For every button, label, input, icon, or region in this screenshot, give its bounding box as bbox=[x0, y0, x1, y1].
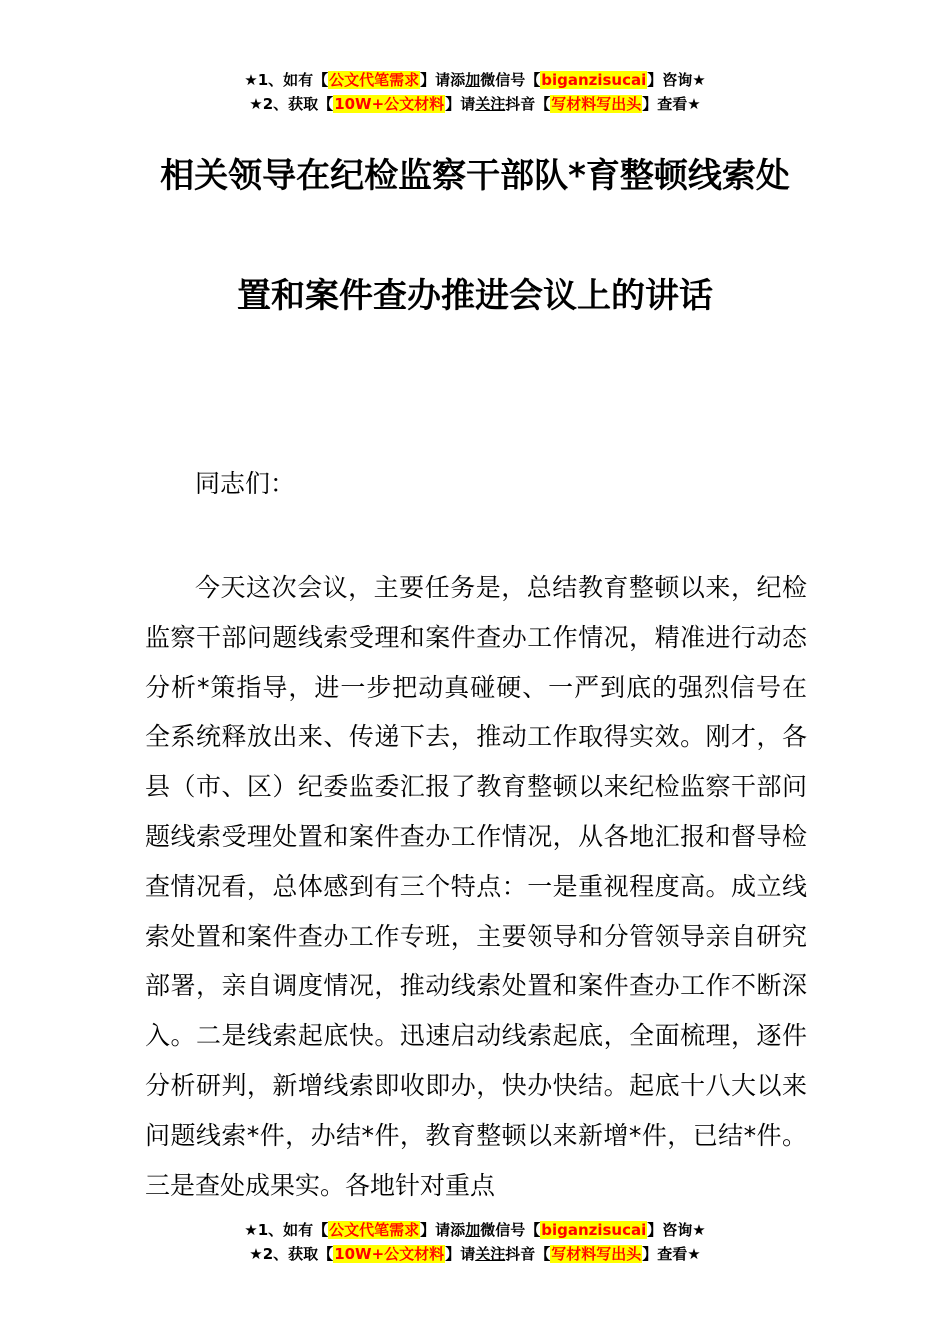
banner-text: 抖音【 bbox=[505, 1245, 551, 1263]
banner-text: 】请 bbox=[445, 95, 476, 113]
banner-text: 】查看★ bbox=[642, 1245, 701, 1263]
banner-text: ★1、如有【 bbox=[244, 71, 329, 89]
banner-text: ★1、如有【 bbox=[244, 1221, 329, 1239]
banner-text: 】查看★ bbox=[642, 95, 701, 113]
banner-text: 】请 bbox=[445, 1245, 476, 1263]
banner-highlight: 10W+公文材料 bbox=[334, 1245, 445, 1263]
banner-highlight: 公文代笔需求 bbox=[329, 71, 420, 89]
banner-text: 微信号【 bbox=[480, 1221, 541, 1239]
banner-text: 】咨询★ bbox=[647, 71, 706, 89]
document-title-line-1: 相关领导在纪检监察干部队*育整顿线索处 bbox=[160, 156, 790, 196]
banner-text: 】咨询★ bbox=[647, 1221, 706, 1239]
banner-highlight: 10W+公文材料 bbox=[334, 95, 445, 113]
banner-highlight: 公文代笔需求 bbox=[329, 1221, 420, 1239]
banner-line-1 bbox=[0, 68, 950, 92]
body-paragraph: 今天这次会议，主要任务是，总结教育整顿以来，纪检监察干部问题线索受理和案件查办工作情况，精准进行动态分析*策指导，进一步把动真碰硬、一严到底的强烈信号在全系统释放出来、传递下去，推动工作取得实效。刚才，各县（市、区）纪委监委汇报了教育整顿以来纪检监察干部问题线索受理处置和案件查办工作情况，从各地汇报和督导检查情况看，总体感到有三个特点：一是重视程度高。成立线索处置和案件查办工作专班，主要领导和分管领导亲自研究部署，亲自调度情况，推动线索处置和案件查办工作不断深入。二是线索起底快。迅速启动线索起底，全面梳理，逐件分析研判，新增线索即收即办，快办快结。起底十八大以来问题线索*件，办结*件，教育整顿以来新增*件，已结*件。三是查处成果实。各地针对重点 bbox=[145, 573, 807, 1200]
document-title-line-2: 置和案件查办推进会议上的讲话 bbox=[237, 276, 713, 316]
banner-text: ★2、获取【 bbox=[249, 1245, 334, 1263]
banner-text: 】请添 bbox=[420, 71, 466, 89]
banner-underline: 加 bbox=[465, 71, 481, 89]
banner-underline: 加 bbox=[465, 1221, 481, 1239]
banner-underline: 关注 bbox=[475, 1245, 506, 1263]
banner-highlight: 写材料写出头 bbox=[551, 95, 642, 113]
banner-text: 】请添 bbox=[420, 1221, 466, 1239]
banner-line-2 bbox=[0, 1242, 950, 1266]
banner-highlight: 写材料写出头 bbox=[551, 1245, 642, 1263]
banner-text: 抖音【 bbox=[505, 95, 551, 113]
banner-text: ★2、获取【 bbox=[249, 95, 334, 113]
header-banner bbox=[0, 68, 950, 116]
banner-underline: 关注 bbox=[475, 95, 506, 113]
banner-highlight: biganzisucai bbox=[541, 1221, 647, 1239]
banner-line-1 bbox=[0, 1218, 950, 1242]
banner-highlight: biganzisucai bbox=[541, 71, 647, 89]
banner-text: 微信号【 bbox=[480, 71, 541, 89]
banner-line-2 bbox=[0, 92, 950, 116]
footer-banner bbox=[0, 1218, 950, 1266]
salutation: 同志们： bbox=[195, 469, 296, 498]
